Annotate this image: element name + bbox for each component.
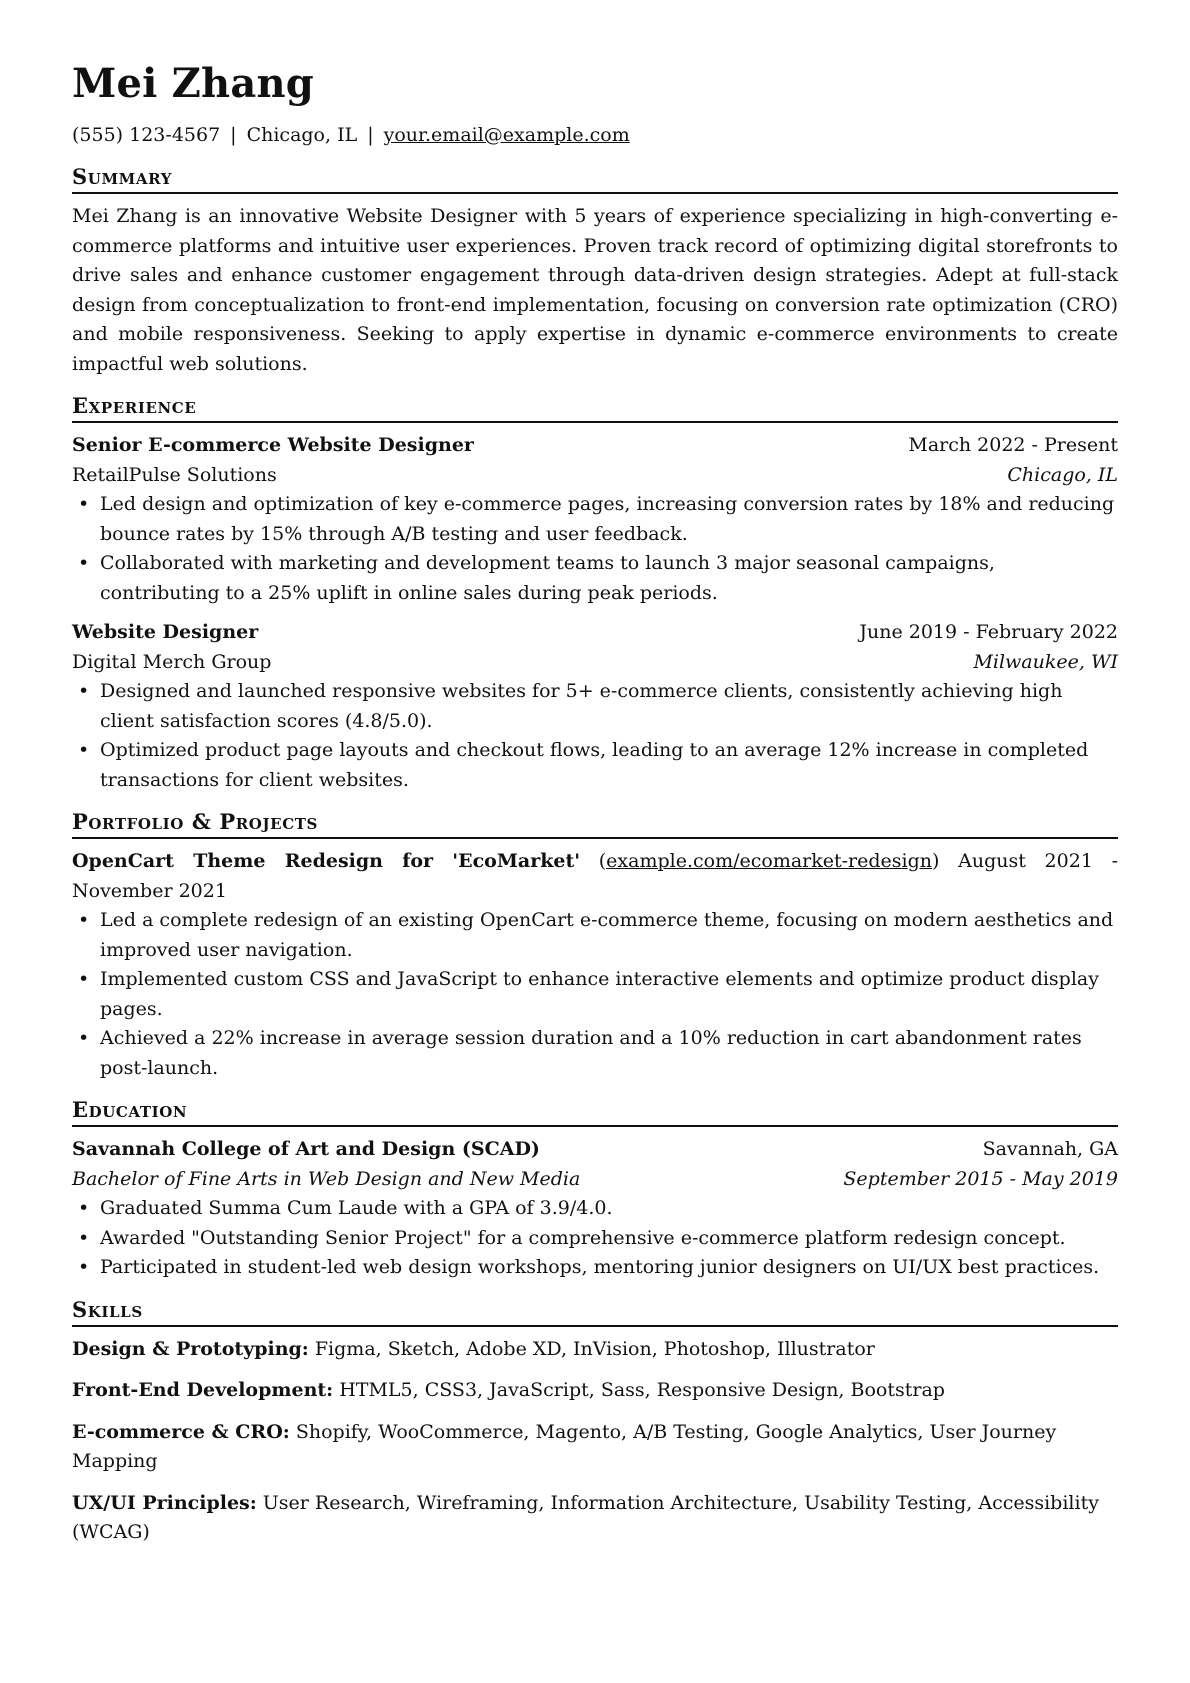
skill-label: UX/UI Principles: xyxy=(72,1491,257,1514)
project-name: OpenCart Theme Redesign for 'EcoMarket' xyxy=(72,850,581,872)
skill-group xyxy=(72,1376,1118,1406)
skill-values: HTML5, CSS3, JavaScript, Sass, Responsive Design, Bootstrap xyxy=(339,1379,945,1401)
skill-values: User Research, Wireframing, Information Architecture, Usability Testing, Accessibility (WCAG) xyxy=(72,1491,1099,1543)
contact-line xyxy=(72,122,1118,148)
project-link-open: ( xyxy=(598,850,607,872)
project-link[interactable]: example.com/ecomarket-redesign xyxy=(606,850,933,872)
project-header xyxy=(72,847,1118,906)
projects-heading: Portfolio & Projects xyxy=(72,809,1118,839)
job-company: Digital Merch Group xyxy=(72,650,272,673)
skill-label: Design & Prototyping: xyxy=(72,1337,309,1360)
skill-group xyxy=(72,1489,1118,1548)
skills-heading: Skills xyxy=(72,1297,1118,1327)
skill-values: Figma, Sketch, Adobe XD, InVision, Photoshop, Illustrator xyxy=(314,1337,875,1360)
project-entry xyxy=(72,847,1118,1083)
education-heading: Education xyxy=(72,1097,1118,1127)
contact-separator: | xyxy=(367,124,374,146)
skill-values: Shopify, WooCommerce, Magento, A/B Testing, Google Analytics, User Journey Mapping xyxy=(72,1420,1057,1472)
degree-name: Bachelor of Fine Arts in Web Design and New Media xyxy=(72,1167,581,1190)
bullet-item: • Led design and optimization of key e-commerce pages, increasing conversion rates by 18% and reducing bounce rates by 15% through A/B testing and user feedback. xyxy=(72,490,1118,549)
project-bullets xyxy=(72,906,1118,1083)
summary-text: Mei Zhang is an innovative Website Designer with 5 years of experience specializing in high-converting e-commerce platforms and intuitive user experiences. Proven track record of optimizing digital storefronts to drive sales and enhance customer engagement through data-driven design strategies. Adept at full-stack design from conceptualization to front-end implementation, focusing on conversion rate optimization (CRO) and mobile responsiveness. Seeking to apply expertise in dynamic e-commerce environments to create impactful web solutions. xyxy=(72,205,1118,375)
bullet-item: • Achieved a 22% increase in average session duration and a 10% reduction in cart abandonment rates post-launch. xyxy=(72,1024,1118,1083)
skill-label: E-commerce & CRO: xyxy=(72,1420,290,1443)
job-role: Senior E-commerce Website Designer xyxy=(72,434,474,456)
school-name: Savannah College of Art and Design (SCAD) xyxy=(72,1138,540,1160)
bullet-item: • Graduated Summa Cum Laude with a GPA of 3.9/4.0. xyxy=(72,1194,1118,1224)
skill-group xyxy=(72,1418,1118,1477)
job-entry xyxy=(72,618,1118,795)
summary-heading: Summary xyxy=(72,164,1118,194)
job-dates: June 2019 - February 2022 xyxy=(859,621,1118,643)
experience-heading: Experience xyxy=(72,393,1118,423)
job-entry xyxy=(72,431,1118,608)
project-link-close: ) xyxy=(932,850,940,872)
candidate-name: Mei Zhang xyxy=(72,60,314,107)
phone-number: (555) 123-4567 xyxy=(72,124,221,146)
job-bullets xyxy=(72,490,1118,608)
bullet-item: • Collaborated with marketing and development teams to launch 3 major seasonal campaigns, contributing to a 25% uplift in online sales during peak periods. xyxy=(72,549,1118,608)
education-bullets xyxy=(72,1194,1118,1283)
job-bullets xyxy=(72,677,1118,795)
education-dates: September 2015 - May 2019 xyxy=(843,1167,1118,1190)
bullet-item: • Participated in student-led web design workshops, mentoring junior designers on UI/UX best practices. xyxy=(72,1253,1118,1283)
job-location: Milwaukee, WI xyxy=(973,650,1118,673)
contact-separator: | xyxy=(230,124,237,146)
job-dates: March 2022 - Present xyxy=(908,434,1118,456)
email-link[interactable]: your.email@example.com xyxy=(383,124,630,146)
education-entry xyxy=(72,1135,1118,1283)
job-role: Website Designer xyxy=(72,621,259,643)
job-company: RetailPulse Solutions xyxy=(72,463,277,486)
bullet-item: • Optimized product page layouts and checkout flows, leading to an average 12% increase in completed transactions for client websites. xyxy=(72,736,1118,795)
location-text: Chicago, IL xyxy=(246,124,358,146)
job-location: Chicago, IL xyxy=(1007,463,1118,486)
school-location: Savannah, GA xyxy=(982,1138,1118,1160)
bullet-item: • Led a complete redesign of an existing OpenCart e-commerce theme, focusing on modern aesthetics and improved user navigation. xyxy=(72,906,1118,965)
project-dates: August 2021 - November 2021 xyxy=(72,850,1119,902)
bullet-item: • Implemented custom CSS and JavaScript to enhance interactive elements and optimize product display pages. xyxy=(72,965,1118,1024)
bullet-item: • Awarded "Outstanding Senior Project" for a comprehensive e-commerce platform redesign concept. xyxy=(72,1224,1118,1254)
bullet-item: • Designed and launched responsive websites for 5+ e-commerce clients, consistently achieving high client satisfaction scores (4.8/5.0). xyxy=(72,677,1118,736)
skill-label: Front-End Development: xyxy=(72,1379,334,1401)
skill-group xyxy=(72,1335,1118,1365)
